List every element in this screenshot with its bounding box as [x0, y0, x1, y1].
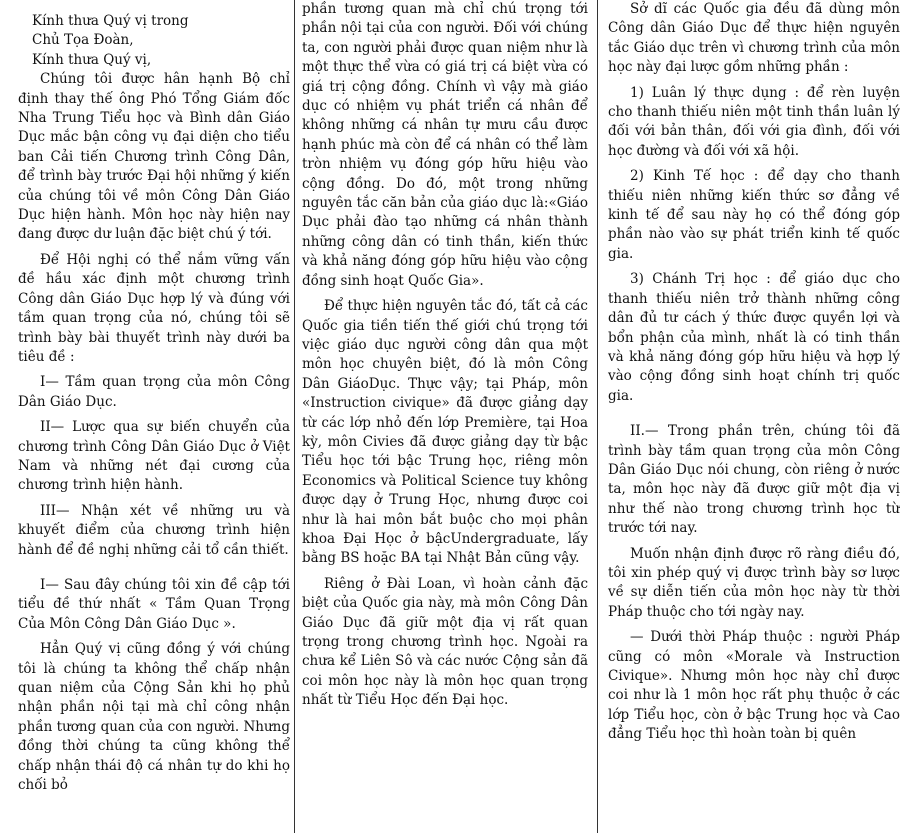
list-item: 1) Luân lý thực dụng : để rèn luyện cho thanh thiếu niên một tinh thần luân lý đối với bản thân, đối với gia đình, đối với học đường và đối với xã hội.: [608, 84, 900, 159]
section-heading-paragraph: I— Sau đây chúng tôi xin đề cập tới tiểu đề thứ nhất « Tầm Quan Trọng Của Môn Công Dân Giáo Dục ».: [18, 576, 290, 632]
salutation: [18, 12, 290, 70]
paragraph: Hẳn Quý vị cũng đồng ý với chúng tôi là chúng ta không thể chấp nhận quan niệm của Cộng Sản khi họ phủ nhận phần nội tại mà chỉ công nhận phần tương quan của con người. Nhưng đồng thời chúng ta cũng không thể chấp nhận thái độ cá nhân tự do khi họ chối bỏ: [18, 641, 290, 794]
salutation-line: Kính thưa Quý vị trong: [32, 13, 189, 29]
text-column-3: [594, 0, 900, 833]
paragraph: — Dưới thời Pháp thuộc : người Pháp cũng có môn «Morale và Instruction Civique». Nhưng môn học này chỉ được coi như là 1 môn học rất phụ thuộc ở các lớp Tiểu học, còn ở bậc Trung học và Cao đẳng Tiểu học thì hoàn toàn bị quên: [608, 629, 900, 743]
paragraph: Sở dĩ các Quốc gia đều đã dùng môn Công dân Giáo Dục để thực hiện nguyên tắc Giáo dục trên vì chương trình của môn học này đại lược gồm những phần :: [608, 1, 900, 76]
paragraph: Để Hội nghị có thể nắm vững vấn đề hầu xác định một chương trình Công dân Giáo Dục hợp lý và đúng với tầm quan trọng của nó, chúng tôi sẽ trình bày bài thuyết trình này dưới ba tiêu đề :: [18, 251, 290, 365]
outline-item: III— Nhận xét về những ưu và khuyết điểm của chương trình hiện hành để đề nghị những cải tổ cần thiết.: [18, 502, 290, 558]
text-column-1: [0, 0, 294, 833]
column-divider: [597, 0, 598, 833]
section-heading-paragraph: II.— Trong phần trên, chúng tôi đã trình bày tầm quan trọng của môn Công Dân Giáo Dục nói chung, còn riêng ở nước ta, môn học này đã được giữ một địa vị như thế nào trong chương trình học từ trước tới nay.: [608, 423, 900, 537]
paragraph: phần tương quan mà chỉ chú trọng tới phần nội tại của con người. Đối với chúng ta, con người phải được quan niệm như là một thực thể vừa có giá trị cá biệt vừa có giá trị cộng đồng. Chính vì vậy mà giáo dục có nhiệm vụ phát triển cá nhân để không những cá nhân tự mưu cầu được hạnh phúc mà còn để cá nhân có thể làm tròn nhiệm vụ đóng góp hữu hiệu vào cộng đồng. Do đó, một trong những nguyên tắc căn bản của giáo dục là:«Giáo Dục phải đào tạo những cá nhân thành những công dân có tinh thần, kiến thức và khả năng đóng góp hữu hiệu vào cộng đồng sinh hoạt Quốc Gia».: [302, 1, 588, 289]
outline-item: I— Tầm quan trọng của môn Công Dân Giáo Dục.: [18, 374, 290, 410]
text-column-2: [294, 0, 594, 833]
outline-item: II— Lược qua sự biến chuyển của chương trình Công Dân Giáo Dục ở Việt Nam và những nét đại cương của chương trình hiện hành.: [18, 419, 290, 494]
salutation-line: Kính thưa Quý vị,: [32, 51, 152, 68]
list-item: 3) Chánh Trị học : để giáo dục cho thanh thiếu niên trở thành những công dân đủ tư cách ý thức được quyền lợi và bổn phận của mình, nhất là có tinh thần và khả năng đóng góp hữu hiệu và hợp lý vào cộng đồng sinh hoạt chính trị quốc gia.: [608, 271, 900, 404]
paragraph: Chúng tôi được hân hạnh Bộ chỉ định thay thế ông Phó Tổng Giám đốc Nha Trung Tiểu học và Bình dân Giáo Dục mắc bận công vụ đại diện cho tiểu ban Cải tiến Chương trình Công Dân, để trình bày trước Đại hội những ý kiến của chúng tôi về môn Công Dân Giáo Dục hiện hành. Môn học này hiện nay đang được dư luận đặc biệt chú ý tới.: [18, 71, 290, 243]
list-item: 2) Kinh Tế học : để dạy cho thanh thiếu niên những kiến thức sơ đẳng về kinh tế để sau này họ có thể đóng góp phần nào vào sự phát triển kinh tế quốc gia.: [608, 168, 900, 262]
paragraph: Để thực hiện nguyên tắc đó, tất cả các Quốc gia tiền tiến thế giới chú trọng tới việc giáo dục người công dân qua một môn học chuyên biệt, đó là môn Công Dân GiáoDục. Thực vậy; tại Pháp, môn «Instruction civique» đã được giảng dạy từ các lớp nhỏ đến lớp Première, tại Hoa kỳ, môn Civies đã được giảng dạy từ bậc Tiểu học tới bậc Trung học, riêng môn Economics và Political Science tuy không được dạy ở Trung Học, nhưng được coi như là hai môn bắt buộc cho mọi phân khoa Đại Học ở bậcUndergraduate, lấy bằng BS hoặc BA tại Nhật Bản cũng vậy.: [302, 298, 588, 567]
column-divider: [294, 0, 295, 833]
paragraph: Riêng ở Đài Loan, vì hoàn cảnh đặc biệt của Quốc gia này, mà môn Công Dân Giáo Dục đã giữ một địa vị rất quan trọng trong chương trình học. Ngoài ra chưa kể Liên Sô và các nước Cộng sản đã coi môn học này là môn học quan trọng nhất từ Tiểu Học đến Đại học.: [302, 575, 588, 709]
salutation-line: Chủ Tọa Đoàn,: [32, 32, 134, 49]
paragraph: Muốn nhận định được rõ ràng điều đó, tôi xin phép quý vị được trình bày sơ lược về sự diễn tiến của môn học này từ thời Pháp thuộc cho tới ngày nay.: [608, 545, 900, 620]
